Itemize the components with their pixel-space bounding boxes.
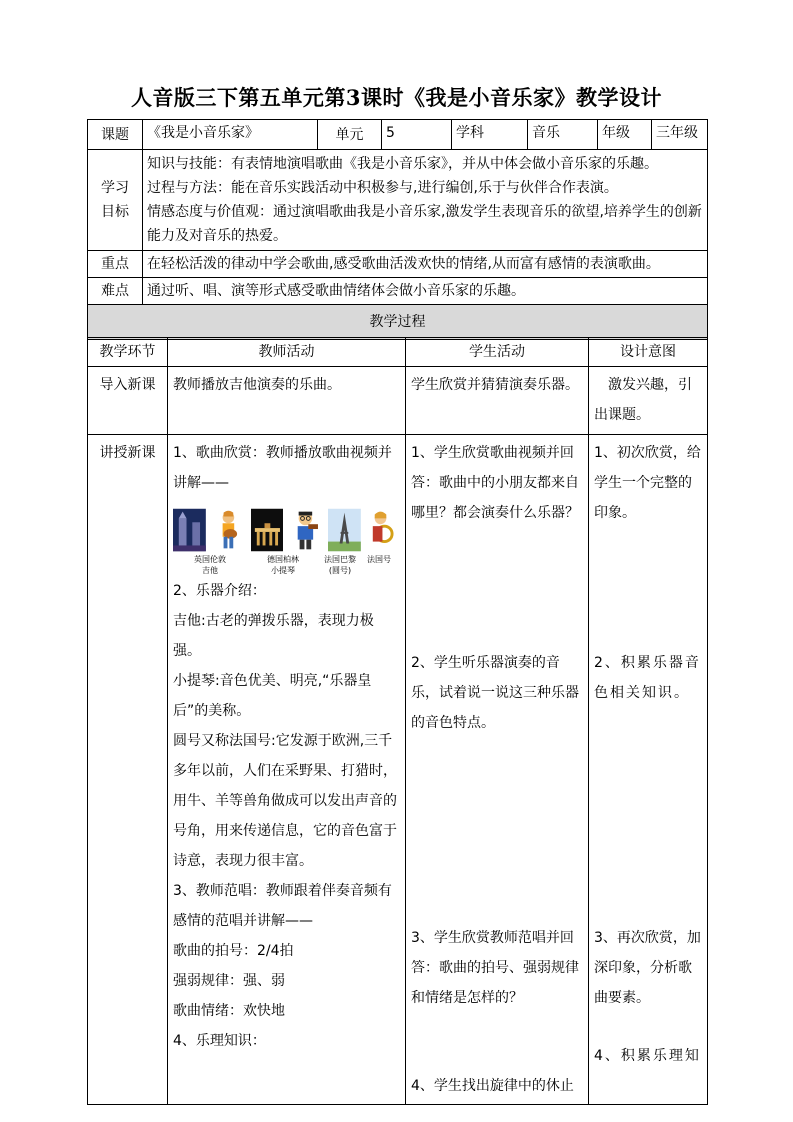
- teacher-mood: 歌曲情绪：欢快地: [173, 1003, 285, 1019]
- teacher-meter: 歌曲的拍号：2/4拍: [173, 943, 294, 959]
- teacher-violin: 小提琴:音色优美、明亮,“乐器皇后”的美称。: [173, 673, 372, 719]
- grade-value: 三年级: [652, 120, 708, 150]
- label-grade: 年级: [598, 120, 652, 150]
- objectives-content: [143, 150, 708, 251]
- teacher-horn: 圆号又称法国号:它发源于欧洲,三千多年以前，人们在采野果、打猎时，用牛、羊等兽角做成可以发出声音的号角，用来传递信息，它的音色富于诗意，表现力很丰富。: [173, 733, 397, 869]
- objective-line: 情感态度与价值观：通过演唱歌曲我是小音乐家,激发学生表现音乐的欲望,培养学生的创新能力及对音乐的热爱。: [147, 204, 702, 244]
- label-topic: 课题: [88, 120, 143, 150]
- subject-value: 音乐: [528, 120, 598, 150]
- info-table: [87, 119, 708, 340]
- caption-berlin: 德国柏林 小提琴: [267, 555, 299, 575]
- label-difficulty: 难点: [88, 278, 143, 305]
- unit-value: 5: [382, 120, 452, 150]
- lecture-teacher: [168, 435, 406, 1105]
- key-content: 在轻松活泼的律动中学会歌曲,感受歌曲活泼欢快的情绪,从而富有感情的表演歌曲。: [143, 251, 708, 278]
- teacher-step-2: 2、乐器介绍：: [173, 583, 266, 599]
- label-subject: 学科: [452, 120, 528, 150]
- image-captions: [173, 554, 400, 576]
- topic-value: 《我是小音乐家》: [143, 120, 318, 150]
- violin-player-illustration: [289, 508, 322, 552]
- teacher-step-1: 1、歌曲欣赏：教师播放歌曲视频并讲解——: [173, 445, 392, 491]
- student-step-3: 3、学生欣赏教师范唱并回答：歌曲的拍号、强弱规律和情绪是怎样的？: [411, 930, 579, 1006]
- lecture-intent: [589, 435, 708, 1105]
- eiffel-tower-photo: [328, 508, 361, 552]
- label-key: 重点: [88, 251, 143, 278]
- teacher-guitar: 吉他:古老的弹拨乐器，表现力极强。: [173, 613, 374, 659]
- horn-player-illustration: [367, 508, 400, 552]
- intro-teacher: 教师播放吉他演奏的乐曲。: [168, 367, 406, 435]
- teacher-step-3: 3、教师范唱：教师跟着伴奏音频有感情的范唱并讲解——: [173, 883, 392, 929]
- process-header: 教学过程: [88, 305, 708, 340]
- process-table: [87, 337, 708, 1105]
- intro-stage: 导入新课: [88, 367, 168, 435]
- page-title: 人音版三下第五单元第3课时《我是小音乐家》教学设计: [130, 85, 663, 110]
- intent-step-4: 4、积累乐理知: [594, 1048, 701, 1064]
- lecture-stage: 讲授新课: [88, 435, 168, 1105]
- caption-london: 英国伦敦 吉他: [194, 555, 226, 575]
- label-unit: 单元: [318, 120, 382, 150]
- guitar-player-illustration: [212, 508, 245, 552]
- intent-step-1: 1、初次欣赏，给学生一个完整的印象。: [594, 445, 701, 521]
- teacher-step-4: 4、乐理知识：: [173, 1033, 266, 1049]
- caption-horn: 法国号: [367, 555, 391, 564]
- teacher-strength: 强弱规律：强、弱: [173, 973, 285, 989]
- student-step-1: 1、学生欣赏歌曲视频并回答：歌曲中的小朋友都来自哪里？都会演奏什么乐器？: [411, 445, 579, 521]
- berlin-gate-photo: [251, 508, 284, 552]
- intent-step-3: 3、再次欣赏，加深印象，分析歌曲要素。: [594, 930, 701, 1006]
- label-objectives: 学习目标: [88, 150, 143, 251]
- col-teacher: 教师活动: [168, 338, 406, 367]
- objective-line: 过程与方法：能在音乐实践活动中积极参与,进行编创,乐于与伙伴合作表演。: [147, 180, 618, 196]
- intent-step-2: 2、积累乐器音色相关知识。: [594, 655, 701, 701]
- col-student: 学生活动: [406, 338, 589, 367]
- instrument-images: [173, 508, 400, 552]
- intro-student: 学生欣赏并猜猜演奏乐器。: [406, 367, 589, 435]
- london-tower-photo: [173, 508, 206, 552]
- col-stage: 教学环节: [88, 338, 168, 367]
- objective-line: 知识与技能：有表情地演唱歌曲《我是小音乐家》，并从中体会做小音乐家的乐趣。: [147, 156, 658, 172]
- col-intent: 设计意图: [589, 338, 708, 367]
- student-step-2: 2、学生听乐器演奏的音乐，试着说一说这三种乐器的音色特点。: [411, 655, 579, 731]
- student-step-4: 4、学生找出旋律中的休止: [411, 1078, 574, 1094]
- lecture-student: [406, 435, 589, 1105]
- intro-intent: 激发兴趣，引出课题。: [589, 367, 708, 435]
- caption-paris: 法国巴黎 (圆号): [324, 555, 356, 575]
- difficulty-content: 通过听、唱、演等形式感受歌曲情绪体会做小音乐家的乐趣。: [143, 278, 708, 305]
